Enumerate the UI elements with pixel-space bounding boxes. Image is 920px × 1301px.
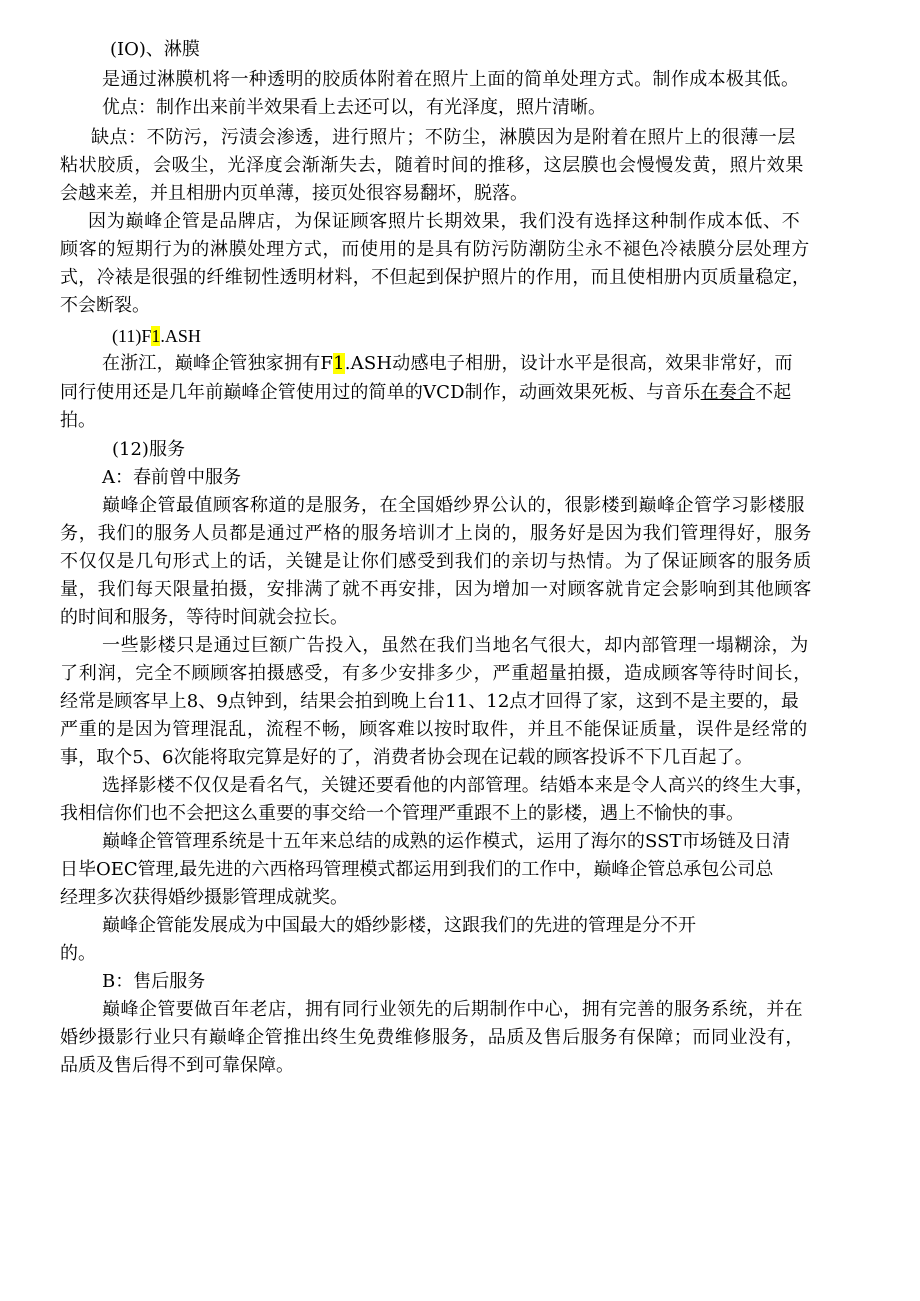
paragraph-line: 日毕OEC管理,最先进的六西格玛管理模式都运用到我们的工作中，巅峰企管总承包公司总 [60, 859, 774, 880]
paragraph-line: 因为巅峰企管是品牌店，为保证顾客照片长期效果，我们没有选择这种制作成本低、不 [88, 211, 801, 232]
paragraph-line: 巅峰企管管理系统是十五年来总结的成熟的运作模式，运用了海尔的SST市场链及日清 [102, 831, 791, 852]
paragraph-line: 品质及售后得不到可靠保障。 [60, 1055, 294, 1076]
paragraph-line: 是通过淋膜机将一种透明的胶质体附着在照片上面的简单处理方式。制作成本极其低。 [102, 69, 800, 90]
underlined-text: 在奏合 [700, 382, 756, 403]
paragraph-line: 了利润，完全不顾顾客拍摄感受，有多少安排多少，严重超量拍摄，造成顾客等待时间长， [60, 663, 812, 684]
paragraph-line: 拍。 [60, 410, 96, 431]
paragraph-line: 的。 [60, 943, 96, 964]
paragraph-line: 的时间和服务，等待时间就会拉长。 [60, 607, 348, 628]
subsection-heading-b: B：售后服务 [102, 971, 206, 992]
paragraph-line: 务，我们的服务人员都是通过严格的服务培训才上岗的，服务好是因为我们管理得好，服务 [60, 523, 812, 544]
section-heading-flash: (11)F1.ASH [112, 326, 201, 346]
paragraph-line: 婚纱摄影行业只有巅峰企管推出终生免费维修服务，品质及售后服务有保障；而同业没有， [60, 1027, 804, 1048]
paragraph-line: 我相信你们也不会把这么重要的事交给一个管理严重跟不上的影楼，遇上不愉快的事。 [60, 803, 744, 824]
paragraph-line: 经理多次获得婚纱摄影管理成就奖。 [60, 887, 348, 908]
paragraph-line: 量，我们每天限量拍摄，安排满了就不再安排，因为增加一对顾客就肯定会影响到其他顾客 [60, 579, 812, 600]
section-heading-service: (12)服务 [112, 439, 185, 460]
paragraph-line: 顾客的短期行为的淋膜处理方式，而使用的是具有防污防潮防尘永不褪色冷裱膜分层处理方 [60, 239, 810, 260]
paragraph-line: 缺点：不防污，污渍会渗透，进行照片；不防尘，淋膜因为是附着在照片上的很薄一层 [91, 127, 796, 148]
paragraph-line: 不会断裂。 [60, 295, 150, 316]
paragraph-line: 巅峰企管能发展成为中国最大的婚纱影楼，这跟我们的先进的管理是分不开 [102, 915, 696, 936]
paragraph-line: 经常是顾客早上8、9点钟到，结果会拍到晚上台11、12点才回得了家，这到不是主要的，最 [60, 691, 800, 712]
subsection-heading-a: A：春前曾中服务 [102, 467, 241, 488]
highlight-mark: 1 [151, 326, 161, 346]
paragraph-line: 一些影楼只是通过巨额广告投入，虽然在我们当地名气很大，却内部管理一塌糊涂，为 [102, 635, 809, 656]
paragraph-line: 优点：制作出来前半效果看上去还可以，有光泽度，照片清晰。 [102, 97, 606, 118]
paragraph-line: 事，取个5、6次能将取完算是好的了，消费者协会现在记载的顾客投诉不下几百起了。 [60, 747, 753, 768]
paragraph-line: 会越来差，并且相册内页单薄，接页处很容易翻坏，脱落。 [60, 183, 528, 204]
section-heading-io: (IO)、淋膜 [110, 39, 200, 60]
paragraph-line: 巅峰企管要做百年老店，拥有同行业领先的后期制作中心，拥有完善的服务系统，并在 [102, 999, 804, 1020]
paragraph-line: 选择影楼不仅仅是看名气，关键还要看他的内部管理。结婚本来是令人高兴的终生大事， [102, 775, 814, 796]
highlight-mark: 1 [333, 353, 345, 374]
paragraph-line: 粘状胶质，会吸尘，光泽度会渐渐失去，随着时间的推移，这层膜也会慢慢发黄，照片效果 [60, 155, 804, 176]
paragraph-line: 严重的是因为管理混乱，流程不畅，顾客难以按时取件，并且不能保证质量，误件是经常的 [60, 719, 808, 740]
paragraph-line: 在浙江，巅峰企管独家拥有F1.ASH动感电子相册，设计水平是很高，效果非常好，而 [102, 353, 793, 374]
paragraph-line: 不仅仅是几句形式上的话，关键是让你们感受到我们的亲切与热情。为了保证顾客的服务质 [60, 551, 812, 572]
paragraph-line: 同行使用还是几年前巅峰企管使用过的简单的VCD制作，动画效果死板、与音乐在奏合不起 [60, 382, 792, 403]
paragraph-line: 式，冷裱是很强的纤维韧性透明材料，不但起到保护照片的作用，而且使相册内页质量稳定， [60, 267, 811, 288]
paragraph-line: 巅峰企管最值顾客称道的是服务，在全国婚纱界公认的，很影楼到巅峰企管学习影楼服 [102, 495, 805, 516]
